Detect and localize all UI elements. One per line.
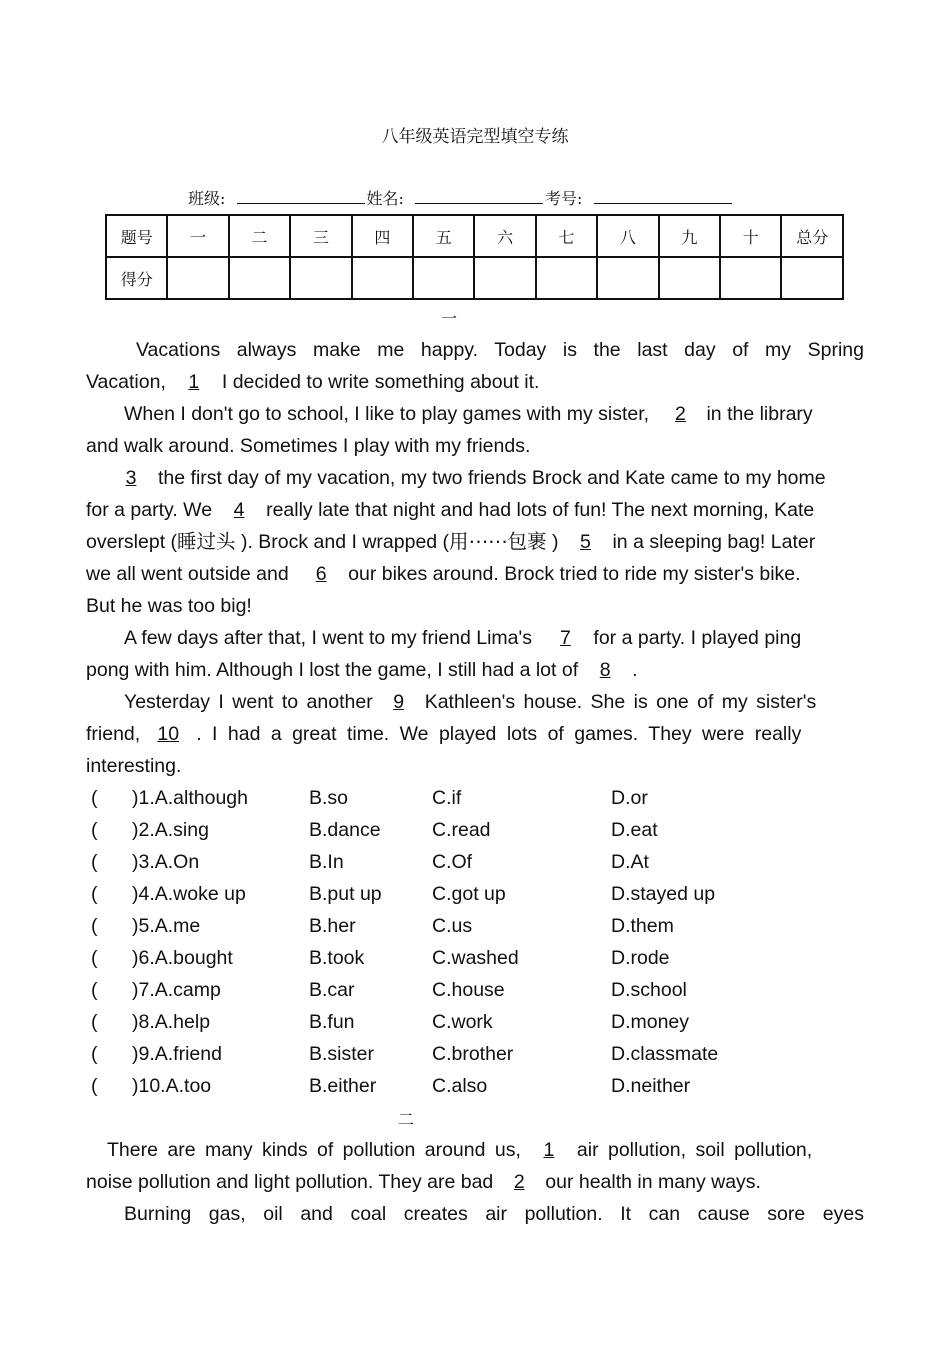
score-row-label: 得分 <box>106 257 167 299</box>
passage-text: . <box>632 659 638 681</box>
option-row <box>91 910 851 942</box>
option-a[interactable]: )2.A.sing <box>132 819 209 841</box>
answer-paren[interactable]: ( <box>91 851 98 873</box>
passage-text: friend, <box>86 723 141 745</box>
passage-text: There are many kinds of pollution around us, <box>107 1139 521 1161</box>
passage-line <box>86 622 864 654</box>
passage-text: A few days after that, I went to my friend Lima's <box>124 627 532 649</box>
score-cell[interactable] <box>597 257 658 299</box>
passage-text: overslept (睡过头 ). Brock and I wrapped (用⋯⋯包裹 ) <box>86 531 559 553</box>
student-info <box>188 186 734 209</box>
passage-text: . I had a great time. We played lots of games. They were really <box>196 723 802 745</box>
answer-paren[interactable]: ( <box>91 1075 98 1097</box>
option-d[interactable]: D.rode <box>611 947 670 969</box>
score-header-cell: 六 <box>474 215 535 257</box>
option-b[interactable]: B.car <box>309 979 355 1001</box>
passage-line <box>86 526 864 558</box>
passage-text: Kathleen's house. She is one of my sister's <box>424 691 817 713</box>
option-c[interactable]: C.work <box>432 1011 493 1033</box>
option-d[interactable]: D.school <box>611 979 687 1001</box>
option-d[interactable]: D.classmate <box>611 1043 719 1065</box>
option-b[interactable]: B.her <box>309 915 356 937</box>
score-cell[interactable] <box>536 257 597 299</box>
option-c[interactable]: C.Of <box>432 851 473 873</box>
score-header-cell: 八 <box>597 215 658 257</box>
blank-2[interactable]: 2 <box>513 1171 525 1193</box>
blank-1[interactable]: 1 <box>188 371 200 393</box>
passage-text: pong with him. Although I lost the game, I still had a lot of <box>86 659 579 681</box>
option-row <box>91 942 851 974</box>
score-header-cell: 四 <box>352 215 413 257</box>
score-header-cell: 二 <box>229 215 290 257</box>
blank-3[interactable]: 3 <box>125 467 137 489</box>
blank-4[interactable]: 4 <box>233 499 245 521</box>
passage-text: our bikes around. Brock tried to ride my sister's bike. <box>348 563 801 585</box>
option-row <box>91 974 851 1006</box>
passage-text: When I don't go to school, I like to play games with my sister, <box>124 403 650 425</box>
score-cell[interactable] <box>413 257 474 299</box>
option-d[interactable]: D.them <box>611 915 674 937</box>
blank-6[interactable]: 6 <box>315 563 327 585</box>
passage-line <box>86 1134 864 1166</box>
option-row <box>91 878 851 910</box>
section-one-mark: 一 <box>441 309 458 328</box>
option-a[interactable]: )8.A.help <box>132 1011 211 1033</box>
option-d[interactable]: D.neither <box>611 1075 691 1097</box>
option-c[interactable]: C.if <box>432 787 462 809</box>
passage-text: noise pollution and light pollution. They are bad <box>86 1171 494 1193</box>
option-b[interactable]: B.so <box>309 787 349 809</box>
passage-text: air pollution, soil pollution, <box>576 1139 813 1161</box>
option-a[interactable]: )10.A.too <box>132 1075 212 1097</box>
score-header-cell: 三 <box>290 215 351 257</box>
passage-text: really late that night and had lots of fun! The next morning, Kate <box>266 499 815 521</box>
passage-text: Vacation, <box>86 371 166 393</box>
passage-one <box>86 334 864 782</box>
option-a[interactable]: )5.A.me <box>132 915 201 937</box>
passage-line <box>86 718 864 750</box>
passage-line <box>86 1166 864 1198</box>
score-cell[interactable] <box>781 257 843 299</box>
answer-paren[interactable]: ( <box>91 947 98 969</box>
answer-paren[interactable]: ( <box>91 1043 98 1065</box>
option-b[interactable]: B.took <box>309 947 365 969</box>
passage-line <box>86 558 864 590</box>
answer-paren[interactable]: ( <box>91 915 98 937</box>
section-two-mark: 二 <box>398 1110 415 1129</box>
options-list <box>91 782 851 1102</box>
passage-line: Vacations always make me happy. Today is the last day of my Spring <box>136 339 864 361</box>
score-table-header-row <box>106 215 843 257</box>
option-c[interactable]: C.washed <box>432 947 519 969</box>
passage-line: But he was too big! <box>86 595 252 617</box>
option-row <box>91 1070 851 1102</box>
score-header-cell: 总分 <box>781 215 843 257</box>
score-cell[interactable] <box>352 257 413 299</box>
passage-text: for a party. We <box>86 499 213 521</box>
option-c[interactable]: C.brother <box>432 1043 514 1065</box>
option-b[interactable]: B.In <box>309 851 344 873</box>
score-header-cell: 七 <box>536 215 597 257</box>
option-a[interactable]: )3.A.On <box>132 851 200 873</box>
score-cell[interactable] <box>720 257 781 299</box>
option-row <box>91 1006 851 1038</box>
option-row <box>91 814 851 846</box>
number-label: 考号: <box>545 189 583 208</box>
passage-text: Yesterday I went to another <box>124 691 373 713</box>
option-b[interactable]: B.dance <box>309 819 381 841</box>
score-header-cell: 九 <box>659 215 720 257</box>
blank-1[interactable]: 1 <box>543 1139 555 1161</box>
answer-paren[interactable]: ( <box>91 787 98 809</box>
option-b[interactable]: B.either <box>309 1075 377 1097</box>
blank-5[interactable]: 5 <box>580 531 591 553</box>
passage-text: we all went outside and <box>86 563 289 585</box>
score-cell[interactable] <box>167 257 228 299</box>
option-row <box>91 1038 851 1070</box>
number-field[interactable] <box>594 187 732 204</box>
option-d[interactable]: D.money <box>611 1011 690 1033</box>
option-a[interactable]: )6.A.bought <box>132 947 233 969</box>
passage-line: and walk around. Sometimes I play with my friends. <box>86 435 531 457</box>
answer-paren[interactable]: ( <box>91 1011 98 1033</box>
passage-text: in the library <box>706 403 813 425</box>
option-d[interactable]: D.eat <box>611 819 658 841</box>
passage-text: for a party. I played ping <box>593 627 802 649</box>
passage-line <box>86 654 864 686</box>
passage-line <box>86 366 864 398</box>
option-c[interactable]: C.read <box>432 819 491 841</box>
score-table-score-row <box>106 257 843 299</box>
option-d[interactable]: D.stayed up <box>611 883 716 905</box>
page-title: 八年级英语完型填空专练 <box>381 127 569 147</box>
blank-8[interactable]: 8 <box>599 659 611 681</box>
answer-paren[interactable]: ( <box>91 883 98 905</box>
class-field[interactable] <box>237 187 365 204</box>
score-cell[interactable] <box>290 257 351 299</box>
option-c[interactable]: C.got up <box>432 883 506 905</box>
answer-paren[interactable]: ( <box>91 979 98 1001</box>
passage-line <box>86 462 864 494</box>
passage-line: Burning gas, oil and coal creates air pollution. It can cause sore eyes <box>124 1203 864 1225</box>
option-d[interactable]: D.At <box>611 851 649 873</box>
option-a[interactable]: )4.A.woke up <box>132 883 246 905</box>
blank-2[interactable]: 2 <box>675 403 686 425</box>
option-b[interactable]: B.fun <box>309 1011 355 1033</box>
blank-7[interactable]: 7 <box>559 627 571 649</box>
score-table <box>105 214 844 300</box>
option-b[interactable]: B.put up <box>309 883 382 905</box>
option-c[interactable]: C.us <box>432 915 473 937</box>
score-cell[interactable] <box>229 257 290 299</box>
option-a[interactable]: )7.A.camp <box>132 979 221 1001</box>
class-label: 班级: <box>188 189 226 208</box>
name-label: 姓名: <box>366 189 404 208</box>
passage-two <box>86 1134 864 1230</box>
passage-line <box>86 398 864 430</box>
passage-line <box>86 494 864 526</box>
blank-10[interactable]: 10 <box>157 723 180 745</box>
blank-9[interactable]: 9 <box>393 691 405 713</box>
option-b[interactable]: B.sister <box>309 1043 375 1065</box>
passage-line <box>86 686 864 718</box>
passage-text: the first day of my vacation, my two friends Brock and Kate came to my home <box>158 467 826 489</box>
option-c[interactable]: C.house <box>432 979 505 1001</box>
option-row <box>91 782 851 814</box>
score-header-cell: 十 <box>720 215 781 257</box>
score-header-cell: 一 <box>167 215 228 257</box>
option-a[interactable]: )1.A.although <box>132 787 249 809</box>
passage-text: I decided to write something about it. <box>221 371 540 393</box>
passage-line: interesting. <box>86 755 182 777</box>
option-row <box>91 846 851 878</box>
passage-text: our health in many ways. <box>545 1171 761 1193</box>
score-cell[interactable] <box>474 257 535 299</box>
option-d[interactable]: D.or <box>611 787 648 809</box>
answer-paren[interactable]: ( <box>91 819 98 841</box>
option-a[interactable]: )9.A.friend <box>132 1043 222 1065</box>
score-header-cell: 五 <box>413 215 474 257</box>
passage-text: in a sleeping bag! Later <box>612 531 816 553</box>
score-header-cell: 题号 <box>106 215 167 257</box>
option-c[interactable]: C.also <box>432 1075 488 1097</box>
score-cell[interactable] <box>659 257 720 299</box>
name-field[interactable] <box>415 187 543 204</box>
